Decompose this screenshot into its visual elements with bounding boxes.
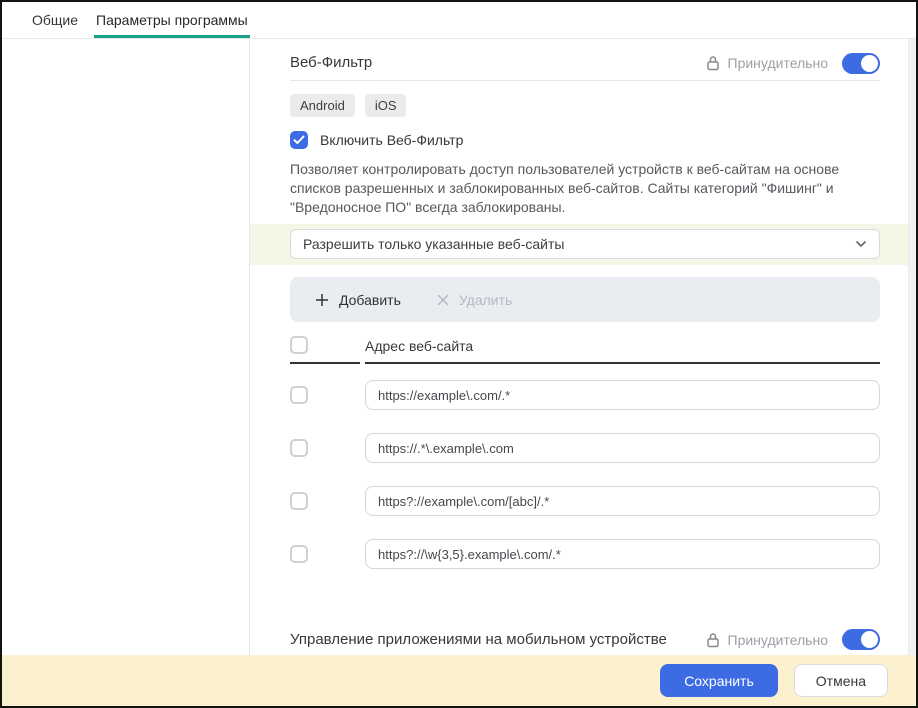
lock-icon — [706, 55, 720, 71]
website-table-header — [290, 336, 880, 364]
enable-web-filter-checkbox[interactable] — [290, 131, 308, 149]
enable-web-filter-label: Включить Веб-Фильтр — [320, 132, 464, 148]
website-row — [290, 486, 880, 516]
website-row — [290, 539, 880, 569]
tab-application-settings-label: Параметры программы — [96, 12, 248, 28]
website-address-input[interactable] — [365, 539, 880, 569]
app-control-section-header — [290, 629, 880, 655]
tag-android: Android — [290, 94, 355, 117]
row-checkbox[interactable] — [290, 386, 308, 404]
row-checkbox[interactable] — [290, 439, 308, 457]
app-control-enforce-toggle[interactable] — [842, 629, 880, 650]
description-line: списков разрешенных и заблокированных веб-сайтов. Сайты категорий "Фишинг" и — [290, 180, 834, 196]
website-row — [290, 380, 880, 410]
web-filter-mode-value: Разрешить только указанные веб-сайты — [303, 236, 565, 252]
cancel-button[interactable]: Отмена — [794, 664, 888, 697]
row-checkbox[interactable] — [290, 492, 308, 510]
website-row — [290, 433, 880, 463]
website-list-toolbar — [290, 277, 880, 322]
web-filter-description — [290, 160, 880, 217]
main-area — [2, 39, 916, 655]
web-filter-mode-select[interactable] — [290, 229, 880, 259]
select-all-checkbox[interactable] — [290, 336, 308, 354]
plus-icon — [315, 293, 329, 307]
delete-website-button[interactable] — [437, 292, 512, 308]
tab-general-label: Общие — [32, 12, 79, 28]
tab-general[interactable] — [32, 2, 78, 38]
add-website-button[interactable] — [315, 292, 401, 308]
enable-web-filter-row — [290, 131, 880, 149]
website-address-input[interactable] — [365, 433, 880, 463]
description-line: Позволяет контролировать доступ пользователей устройств к веб-сайтам на основе — [290, 161, 840, 177]
website-address-input[interactable] — [365, 380, 880, 410]
web-filter-enforcement — [706, 53, 880, 74]
enforced-label: Принудительно — [727, 55, 828, 71]
footer-action-bar — [2, 655, 916, 706]
toggle-knob — [861, 631, 878, 648]
settings-content — [250, 39, 908, 655]
tab-application-settings[interactable] — [96, 2, 248, 38]
add-website-label: Добавить — [339, 291, 401, 308]
web-filter-enforce-toggle[interactable] — [842, 53, 880, 74]
x-icon — [437, 294, 449, 306]
tab-bar — [2, 2, 916, 39]
enforced-label: Принудительно — [727, 631, 828, 648]
toggle-knob — [861, 55, 878, 72]
platform-tags — [290, 94, 880, 117]
chevron-down-icon — [855, 240, 867, 248]
row-checkbox[interactable] — [290, 545, 308, 563]
web-filter-title: Веб-Фильтр — [290, 54, 373, 71]
modified-setting-highlight — [250, 224, 908, 265]
app-control-title: Управление приложениями на мобильном устройстве — [290, 631, 667, 648]
scrollbar-track[interactable] — [908, 39, 916, 655]
website-table — [290, 336, 880, 569]
description-line: "Вредоносное ПО" всегда заблокированы. — [290, 199, 566, 215]
web-filter-section-header — [290, 39, 880, 81]
tag-ios: iOS — [365, 94, 407, 117]
lock-icon — [706, 632, 720, 648]
sidebar — [2, 39, 250, 655]
app-control-enforcement — [706, 629, 880, 650]
checkmark-icon — [293, 135, 305, 145]
save-button[interactable]: Сохранить — [660, 664, 778, 697]
website-address-input[interactable] — [365, 486, 880, 516]
delete-website-label: Удалить — [458, 291, 513, 308]
address-column-header: Адрес веб-сайта — [365, 338, 474, 354]
